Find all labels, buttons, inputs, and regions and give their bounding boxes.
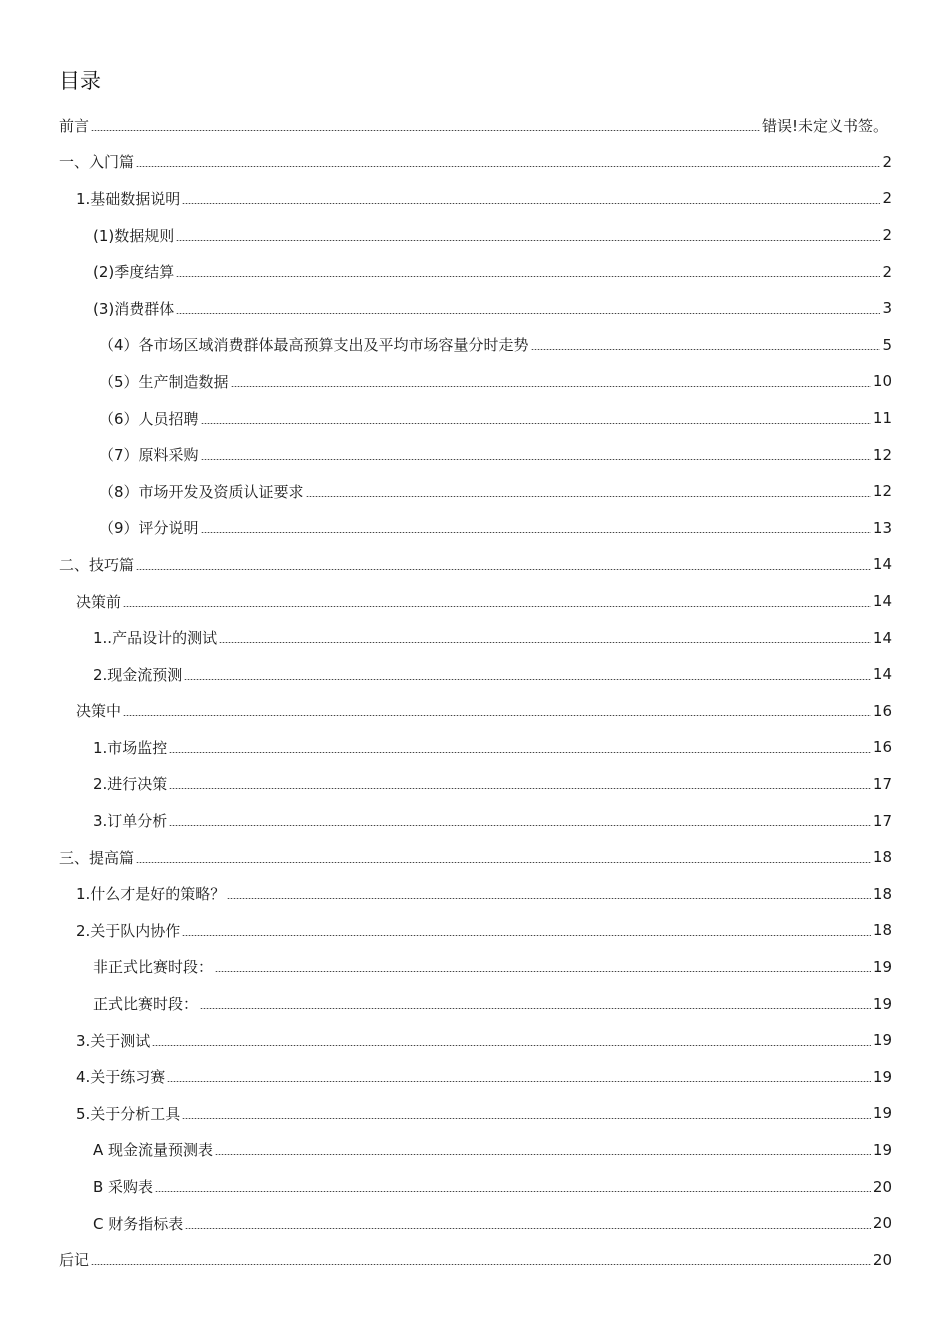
- toc-entry[interactable]: [0, 949, 950, 986]
- toc-entry[interactable]: [0, 436, 950, 473]
- toc-entry[interactable]: [0, 875, 950, 912]
- dot-leader: [169, 788, 871, 789]
- toc-list: [0, 107, 950, 1278]
- toc-entry[interactable]: [0, 912, 950, 949]
- toc-entry[interactable]: [0, 1058, 950, 1095]
- toc-entry-label: (1)数据规则: [93, 226, 175, 245]
- dot-leader: [215, 1154, 871, 1155]
- toc-entry-page-number: 2: [882, 226, 892, 245]
- toc-entry[interactable]: [0, 1205, 950, 1242]
- toc-entry-page-number: 20: [872, 1250, 892, 1269]
- dot-leader: [136, 569, 871, 570]
- toc-entry-page-number: 19: [872, 1067, 892, 1086]
- toc-entry-label: 2.现金流预测: [93, 665, 183, 684]
- toc-entry[interactable]: [0, 327, 950, 364]
- toc-entry-page-number: 18: [872, 884, 892, 903]
- toc-entry-label: 正式比赛时段：: [93, 995, 199, 1014]
- toc-entry[interactable]: [0, 766, 950, 803]
- dot-leader: [182, 1118, 871, 1119]
- toc-entry-page-number: 2: [882, 189, 892, 208]
- toc-entry-page-number: 18: [872, 921, 892, 940]
- toc-entry[interactable]: [0, 290, 950, 327]
- toc-entry-page-number: 5: [882, 335, 892, 354]
- toc-entry-page-number: 12: [872, 445, 892, 464]
- toc-entry-page-number: 17: [872, 774, 892, 793]
- toc-entry[interactable]: [0, 546, 950, 583]
- dot-leader: [231, 386, 871, 387]
- toc-entry-page-number: 18: [872, 848, 892, 867]
- toc-entry[interactable]: [0, 510, 950, 547]
- toc-entry-page-number: 11: [872, 409, 892, 428]
- toc-entry-page-number: 19: [872, 1031, 892, 1050]
- toc-entry-page-number: 2: [882, 152, 892, 171]
- dot-leader: [185, 1228, 871, 1229]
- toc-entry-page-number: 14: [872, 592, 892, 611]
- toc-entry[interactable]: [0, 1241, 950, 1278]
- toc-entry[interactable]: [0, 144, 950, 181]
- dot-leader: [152, 1045, 871, 1046]
- toc-title: 目录: [59, 69, 101, 93]
- dot-leader: [91, 130, 760, 131]
- toc-entry-page-number: 19: [872, 1104, 892, 1123]
- toc-entry[interactable]: [0, 802, 950, 839]
- toc-entry-label: 3.关于测试: [76, 1031, 151, 1050]
- toc-entry-label: 3.订单分析: [93, 812, 168, 831]
- toc-entry-page-number: 3: [882, 299, 892, 318]
- toc-entry-label: 三、提高篇: [59, 848, 135, 867]
- dot-leader: [176, 313, 880, 314]
- toc-entry-label: （6）人员招聘: [99, 409, 199, 428]
- toc-entry[interactable]: [0, 107, 950, 144]
- toc-entry-label: 2.关于队内协作: [76, 921, 181, 940]
- dot-leader: [169, 752, 871, 753]
- toc-entry[interactable]: [0, 1168, 950, 1205]
- dot-leader: [136, 166, 880, 167]
- toc-entry-label: （7）原料采购: [99, 446, 199, 465]
- dot-leader: [91, 1264, 871, 1265]
- toc-entry-label: (2)季度结算: [93, 263, 175, 282]
- toc-entry-page-number: 14: [872, 628, 892, 647]
- toc-entry-label: 后记: [59, 1251, 90, 1270]
- dot-leader: [215, 971, 871, 972]
- dot-leader: [201, 459, 871, 460]
- dot-leader: [219, 642, 871, 643]
- dot-leader: [182, 935, 871, 936]
- toc-entry-label: 1..产品设计的测试: [93, 629, 218, 648]
- toc-entry-page-number: 13: [872, 518, 892, 537]
- toc-entry-label: 决策中: [76, 702, 122, 721]
- dot-leader: [155, 1191, 871, 1192]
- toc-entry-label: 1.什么才是好的策略？: [76, 885, 226, 904]
- dot-leader: [200, 1008, 871, 1009]
- toc-entry-page-number: 12: [872, 482, 892, 501]
- toc-entry-page-number: 14: [872, 665, 892, 684]
- toc-entry[interactable]: [0, 985, 950, 1022]
- toc-entry-label: 前言: [59, 116, 90, 135]
- dot-leader: [169, 825, 871, 826]
- dot-leader: [227, 898, 871, 899]
- toc-entry[interactable]: [0, 619, 950, 656]
- dot-leader: [167, 1081, 871, 1082]
- toc-entry-label: 1.基础数据说明: [76, 189, 181, 208]
- dot-leader: [184, 679, 871, 680]
- toc-entry-label: （8）市场开发及资质认证要求: [99, 482, 304, 501]
- toc-entry-page-number: 16: [872, 738, 892, 757]
- toc-entry-label: 二、技巧篇: [59, 555, 135, 574]
- toc-entry-label: 5.关于分析工具: [76, 1104, 181, 1123]
- toc-entry-label: 一、入门篇: [59, 153, 135, 172]
- dot-leader: [176, 276, 880, 277]
- toc-entry-page-number: 20: [872, 1177, 892, 1196]
- toc-entry-page-number: 19: [872, 1140, 892, 1159]
- toc-entry[interactable]: [0, 583, 950, 620]
- dot-leader: [123, 606, 871, 607]
- toc-entry[interactable]: [0, 656, 950, 693]
- dot-leader: [306, 496, 871, 497]
- toc-entry-label: （4）各市场区域消费群体最高预算支出及平均市场容量分时走势: [99, 336, 529, 355]
- toc-entry-label: 1.市场监控: [93, 738, 168, 757]
- toc-entry-page-number: 20: [872, 1214, 892, 1233]
- toc-entry[interactable]: [0, 1095, 950, 1132]
- toc-entry-label: 4.关于练习赛: [76, 1068, 166, 1087]
- toc-entry-page-number: 错误!未定义书签。: [761, 116, 888, 135]
- dot-leader: [123, 715, 871, 716]
- dot-leader: [531, 349, 881, 350]
- toc-entry[interactable]: [0, 363, 950, 400]
- toc-entry-page-number: 19: [872, 957, 892, 976]
- toc-entry[interactable]: [0, 729, 950, 766]
- toc-entry[interactable]: [0, 1132, 950, 1169]
- toc-entry[interactable]: [0, 180, 950, 217]
- dot-leader: [136, 862, 871, 863]
- toc-entry[interactable]: [0, 1022, 950, 1059]
- toc-entry-label: A 现金流量预测表: [93, 1141, 214, 1160]
- dot-leader: [201, 423, 871, 424]
- dot-leader: [176, 240, 880, 241]
- toc-entry-page-number: 14: [872, 555, 892, 574]
- toc-entry-label: 非正式比赛时段：: [93, 958, 214, 977]
- dot-leader: [182, 203, 880, 204]
- toc-entry[interactable]: [0, 693, 950, 730]
- toc-entry-label: C 财务指标表: [93, 1214, 184, 1233]
- toc-entry-label: （9）评分说明: [99, 519, 199, 538]
- toc-entry-page-number: 10: [872, 372, 892, 391]
- toc-entry[interactable]: [0, 253, 950, 290]
- toc-entry-label: B 采购表: [93, 1178, 154, 1197]
- toc-entry-label: 2.进行决策: [93, 775, 168, 794]
- toc-entry-page-number: 17: [872, 811, 892, 830]
- toc-entry[interactable]: [0, 839, 950, 876]
- toc-entry-page-number: 2: [882, 262, 892, 281]
- toc-entry-label: （5）生产制造数据: [99, 372, 229, 391]
- toc-entry[interactable]: [0, 217, 950, 254]
- toc-entry-label: (3)消费群体: [93, 299, 175, 318]
- dot-leader: [201, 532, 871, 533]
- toc-entry-page-number: 19: [872, 994, 892, 1013]
- toc-entry-page-number: 16: [872, 701, 892, 720]
- toc-entry[interactable]: [0, 400, 950, 437]
- toc-entry-label: 决策前: [76, 592, 122, 611]
- toc-entry[interactable]: [0, 473, 950, 510]
